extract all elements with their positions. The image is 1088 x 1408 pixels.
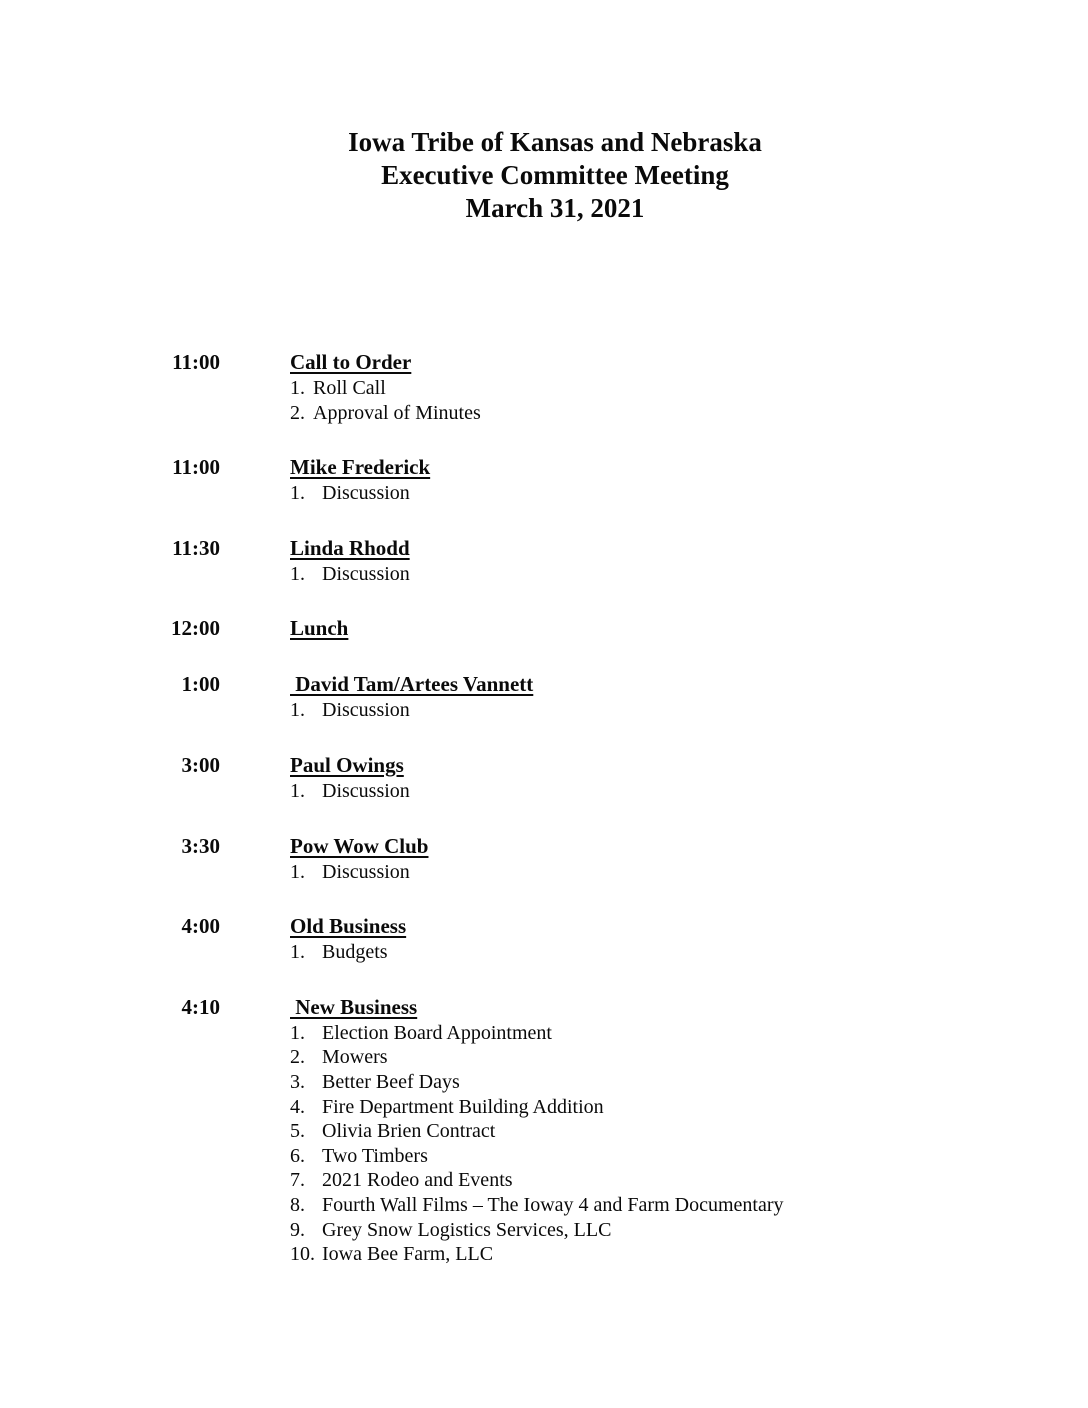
agenda-section-new-business	[0, 994, 1088, 1267]
agenda-section-content	[290, 913, 406, 965]
agenda-item-text: Election Board Appointment	[322, 1021, 552, 1044]
agenda-item-text: Budgets	[322, 941, 388, 964]
agenda-section-paul-owings	[0, 752, 1088, 804]
agenda-section-title: Linda Rhodd	[290, 535, 410, 560]
agenda-section-content	[290, 349, 481, 425]
agenda-item-number: 7.	[290, 1169, 305, 1192]
agenda-item	[290, 1119, 783, 1144]
agenda-item	[290, 1168, 783, 1193]
document-title-line-3: March 31, 2021	[465, 193, 645, 223]
agenda-section-call-to-order	[0, 349, 1088, 425]
agenda-item-text: Better Beef Days	[322, 1070, 460, 1093]
agenda-section-title: Call to Order	[290, 350, 412, 374]
agenda-item-number: 1.	[290, 562, 305, 585]
agenda-section-content	[290, 454, 430, 506]
agenda-item-number: 1.	[290, 941, 305, 964]
agenda-section-title: Lunch	[290, 616, 349, 641]
agenda-item	[290, 860, 428, 885]
agenda-item-number: 3.	[290, 1070, 305, 1093]
agenda-item-text: Discussion	[322, 562, 410, 585]
agenda-list	[0, 349, 1088, 1267]
agenda-item-number: 8.	[290, 1193, 305, 1216]
agenda-item-text: Mowers	[322, 1046, 388, 1069]
agenda-item	[290, 1021, 783, 1046]
agenda-time: 1:00	[181, 672, 220, 697]
agenda-item	[290, 1144, 783, 1169]
agenda-item	[290, 401, 481, 426]
agenda-item-number: 4.	[290, 1095, 305, 1118]
agenda-section-mike-frederick	[0, 454, 1088, 506]
agenda-item-number: 1.	[290, 699, 305, 722]
agenda-item-text: Discussion	[322, 482, 410, 505]
agenda-item	[290, 1045, 783, 1070]
agenda-time: 4:00	[181, 914, 220, 939]
agenda-item-number: 1.	[290, 1021, 305, 1044]
agenda-time: 4:10	[181, 994, 220, 1019]
agenda-item	[290, 1242, 783, 1267]
agenda-item-text: Discussion	[322, 699, 410, 722]
agenda-item	[290, 481, 430, 506]
agenda-section-title: New Business	[290, 994, 418, 1019]
agenda-item	[290, 698, 533, 723]
agenda-item-text: Approval of Minutes	[313, 401, 481, 424]
agenda-time: 12:00	[171, 616, 220, 641]
agenda-item	[290, 1218, 783, 1243]
agenda-item-text: Roll Call	[313, 377, 386, 399]
agenda-item-number: 1.	[290, 377, 305, 399]
agenda-time: 11:30	[172, 535, 220, 560]
agenda-section-title: Pow Wow Club	[290, 833, 429, 858]
agenda-item-number: 5.	[290, 1120, 305, 1143]
agenda-item	[290, 1095, 783, 1120]
agenda-item	[290, 562, 410, 587]
document-title-block	[0, 0, 1088, 225]
agenda-item	[290, 779, 410, 804]
agenda-section-title: David Tam/Artees Vannett	[290, 672, 534, 697]
agenda-section-content	[290, 535, 410, 587]
agenda-section-content	[290, 752, 410, 804]
agenda-item-text: Grey Snow Logistics Services, LLC	[322, 1218, 612, 1241]
agenda-item	[290, 376, 481, 401]
agenda-item	[290, 1070, 783, 1095]
agenda-item-number: 9.	[290, 1218, 305, 1241]
agenda-item-number: 1.	[290, 482, 305, 505]
agenda-time: 3:30	[181, 833, 220, 858]
agenda-section-linda-rhodd	[0, 535, 1088, 587]
agenda-section-content	[290, 833, 428, 885]
agenda-item-text: Two Timbers	[322, 1144, 428, 1167]
agenda-item	[290, 940, 406, 965]
document-title-line-1: Iowa Tribe of Kansas and Nebraska	[348, 127, 762, 157]
agenda-item-number: 2.	[290, 401, 305, 424]
agenda-section-title: Paul Owings	[290, 752, 404, 777]
agenda-item-text: Discussion	[322, 860, 410, 883]
agenda-item-text: 2021 Rodeo and Events	[322, 1169, 513, 1192]
document-title-line-2: Executive Committee Meeting	[381, 160, 729, 190]
agenda-section-old-business	[0, 913, 1088, 965]
agenda-time: 11:00	[172, 350, 220, 374]
agenda-item-number: 6.	[290, 1144, 305, 1167]
agenda-section-pow-wow-club	[0, 833, 1088, 885]
agenda-section-content	[290, 994, 783, 1267]
agenda-item-text: Iowa Bee Farm, LLC	[322, 1243, 494, 1266]
agenda-section-content	[290, 671, 533, 723]
agenda-section-title: Old Business	[290, 914, 407, 939]
agenda-section-lunch	[0, 615, 1088, 642]
agenda-section-david-tam-artees-vannett	[0, 671, 1088, 723]
agenda-item-text: Olivia Brien Contract	[322, 1120, 496, 1143]
agenda-item-text: Discussion	[322, 779, 410, 802]
agenda-section-content	[290, 615, 348, 642]
agenda-time: 11:00	[172, 455, 220, 480]
agenda-section-title: Mike Frederick	[290, 455, 431, 480]
agenda-item-number: 10.	[290, 1243, 315, 1266]
agenda-item-number: 1.	[290, 779, 305, 802]
agenda-item-number: 2.	[290, 1046, 305, 1069]
agenda-time: 3:00	[181, 752, 220, 777]
agenda-item	[290, 1193, 783, 1218]
agenda-item-number: 1.	[290, 860, 305, 883]
agenda-item-text: Fire Department Building Addition	[322, 1095, 604, 1118]
agenda-item-text: Fourth Wall Films – The Ioway 4 and Farm Documentary	[322, 1193, 784, 1216]
